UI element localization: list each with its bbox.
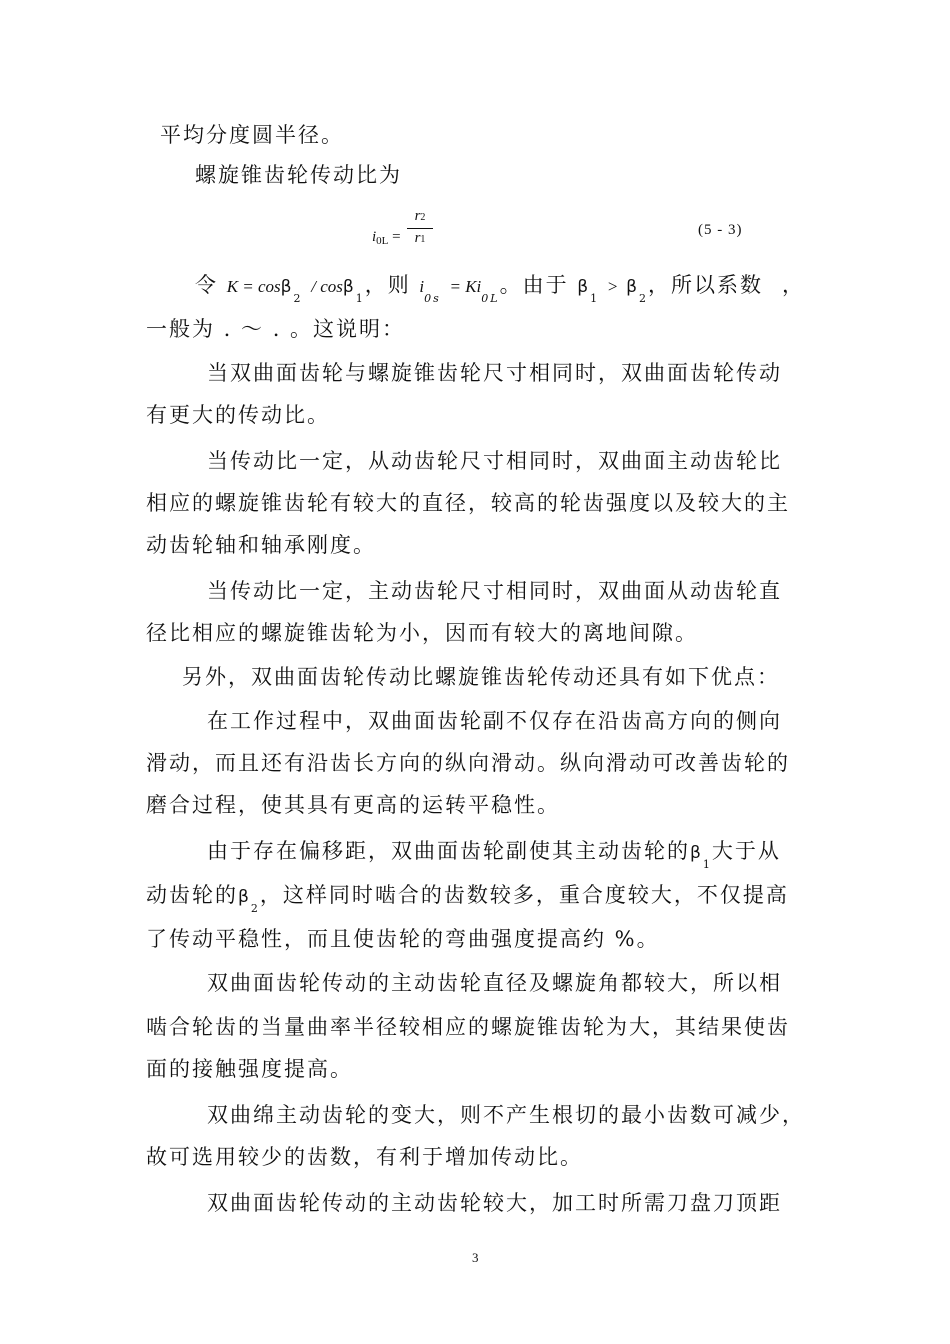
paragraph-line: 当传动比一定，主动齿轮尺寸相同时，双曲面从动齿轮直: [207, 579, 782, 603]
intro-line-2: 螺旋锥齿轮传动比为: [195, 163, 402, 187]
beta-para-line-1: [207, 836, 781, 870]
fraction-numerator-sub: 2: [420, 212, 426, 223]
paragraph-line: 在工作过程中，双曲面齿轮副不仅存在沿齿高方向的侧向: [207, 709, 782, 733]
paragraph-line: 当双曲面齿轮与螺旋锥齿轮尺寸相同时，双曲面齿轮传动: [207, 361, 782, 385]
def-comma-then: ，则: [364, 273, 411, 297]
def-cmp-sub-1: 1: [590, 292, 600, 305]
paragraph-line: 当传动比一定，从动齿轮尺寸相同时，双曲面主动齿轮比: [207, 449, 782, 473]
beta-para-beta-2: β: [238, 887, 251, 907]
fraction-denominator-sub: 1: [420, 234, 426, 245]
paragraph-line: 滑动，而且还有沿齿长方向的纵向滑动。纵向滑动可改善齿轮的: [146, 751, 790, 775]
def-sub-1: 1: [355, 292, 365, 305]
def-i-symbol: i: [419, 277, 425, 296]
fraction-denominator: r: [414, 230, 421, 246]
equation-lhs: [372, 222, 401, 253]
intro-line-1: 平均分度圆半径。: [160, 123, 344, 147]
paragraph-line: 啮合轮齿的当量曲率半径较相应的螺旋锥齿轮为大，其结果使齿: [146, 1015, 790, 1039]
def-period-since: 。由于: [499, 273, 569, 297]
definition-line-2: 一般为 . ～ . 。这说明：: [146, 317, 406, 341]
equation-lhs-sub: 0L: [376, 235, 389, 247]
paragraph-line: 双曲面齿轮传动的主动齿轮直径及螺旋角都较大，所以相: [207, 971, 782, 995]
def-beta-1: β: [342, 277, 356, 297]
def-so-coeff: ，所以系数: [647, 273, 763, 297]
beta-para-line-2: [146, 880, 789, 914]
def-slash-cos: / cos: [311, 277, 343, 296]
beta-para-text-a: 由于存在偏移距，双曲面齿轮副使其主动齿轮的: [207, 839, 690, 863]
beta-para-sub-2: 2: [250, 902, 260, 915]
paragraph-line: 磨合过程，使其具有更高的运转平稳性。: [146, 793, 560, 817]
def-eq-ki: = Ki: [449, 277, 482, 296]
paragraph-line: 面的接触强度提高。: [146, 1057, 353, 1081]
def-cmp-sub-2: 2: [638, 292, 648, 305]
beta-para-line-3: 了传动平稳性，而且使齿轮的弯曲强度提高约 %。: [146, 927, 660, 951]
paragraph-line: 有更大的传动比。: [146, 403, 330, 427]
equation-equals: =: [392, 229, 401, 245]
definition-line-1: [195, 270, 763, 304]
def-formula-k: K = cos: [226, 277, 281, 296]
def-i-sub-0s: 0s: [424, 292, 441, 305]
paragraph-line: 相应的螺旋锥齿轮有较大的直径，较高的轮齿强度以及较大的主: [146, 491, 790, 515]
equation-lhs-symbol: i: [372, 229, 377, 245]
beta-para-sub-1: 1: [702, 858, 712, 871]
paragraph-line: 动齿轮轴和轴承刚度。: [146, 533, 376, 557]
def-beta-2: β: [280, 277, 294, 297]
fraction-numerator: r: [414, 208, 421, 224]
paragraph-line: 故可选用较少的齿数，有利于增加传动比。: [146, 1145, 583, 1169]
beta-para-text-b: 大于从: [711, 839, 781, 863]
beta-para-text-d: ，这样同时啮合的齿数较多，重合度较大，不仅提高: [259, 883, 789, 907]
def-beta-cmp-2: β: [626, 277, 639, 297]
paragraph-line: 另外，双曲面齿轮传动比螺旋锥齿轮传动还具有如下优点：: [182, 665, 780, 689]
def-gt: >: [607, 277, 618, 296]
paragraph-line: 双曲绵主动齿轮的变大，则不产生根切的最小齿数可减少，: [207, 1103, 805, 1127]
def-prefix: 令: [195, 273, 218, 297]
fraction-bar: [407, 228, 433, 229]
paragraph-line: 双曲面齿轮传动的主动齿轮较大，加工时所需刀盘刀顶距: [207, 1191, 782, 1215]
equation-fraction: [405, 208, 435, 248]
page-number: 3: [472, 1250, 479, 1265]
beta-para-text-c: 动齿轮的: [146, 883, 238, 907]
def-trailing-comma: ，: [782, 273, 805, 297]
def-beta-cmp-1: β: [577, 277, 591, 297]
paragraph-line: 径比相应的螺旋锥齿轮为小，因而有较大的离地间隙。: [146, 621, 698, 645]
equation-number: (5 - 3): [698, 222, 743, 238]
def-sub-2: 2: [293, 292, 303, 305]
beta-para-beta-1: β: [690, 843, 703, 863]
def-i-sub-0l: 0L: [481, 292, 500, 305]
